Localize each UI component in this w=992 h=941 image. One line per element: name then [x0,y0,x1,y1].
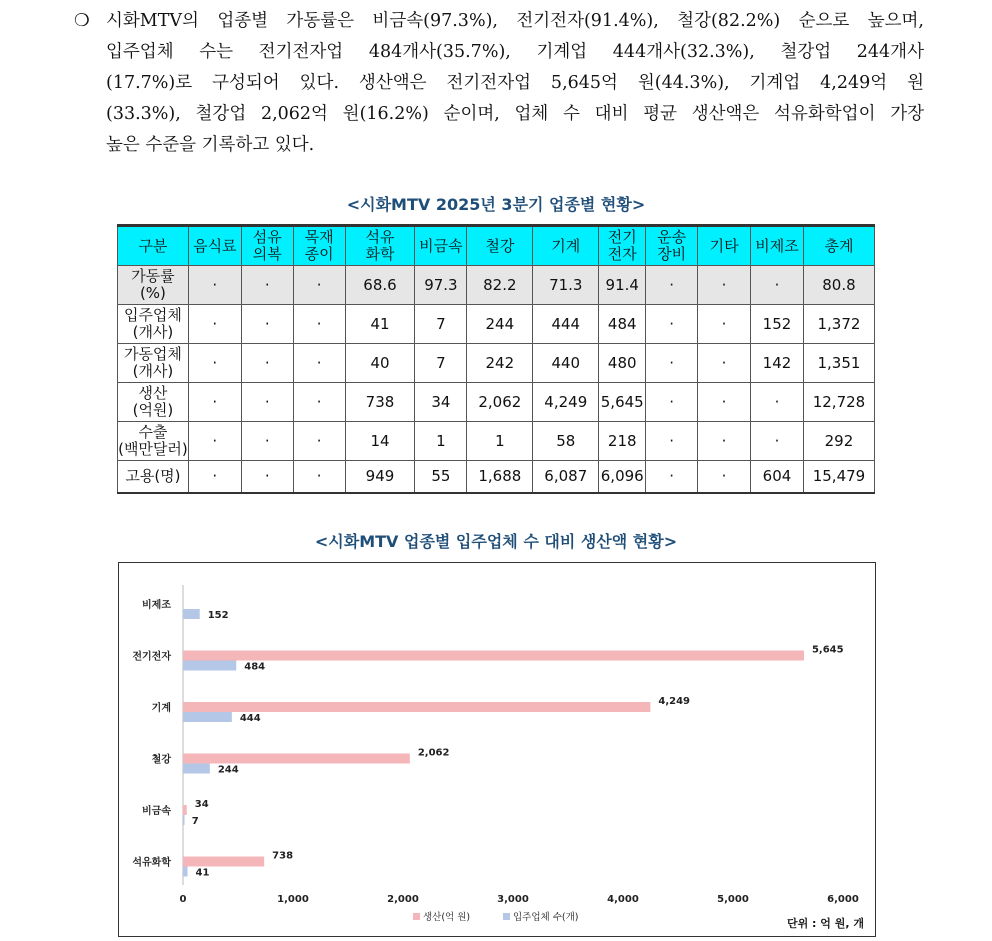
table-cell: · [241,266,293,305]
table-cell: 6,087 [533,461,599,493]
table-cell: 91.4 [599,266,646,305]
column-header: 음식료 [188,226,241,266]
table-row [118,266,875,305]
x-tick-label: 0 [179,894,187,905]
table-cell: · [293,344,345,383]
column-header: 석유 화학 [345,226,415,266]
x-tick-label: 1,000 [277,894,309,905]
table-row [118,461,875,493]
table-cell: · [188,344,241,383]
table-cell: · [698,422,751,461]
x-tick-label: 3,000 [497,894,529,905]
table-cell: · [241,305,293,344]
table-cell: · [646,422,698,461]
column-header: 기계 [533,226,599,266]
bar-production [183,651,804,661]
table-cell: 41 [345,305,415,344]
table-cell: · [751,266,804,305]
table-cell: 142 [751,344,804,383]
x-tick-label: 4,000 [607,894,639,905]
bar-production [183,805,187,815]
industry-status-table [117,224,875,494]
data-label: 7 [191,816,199,827]
category-label: 전기전자 [132,651,171,663]
row-header: 고용(명) [118,461,189,493]
column-header: 비금속 [415,226,467,266]
column-header: 전기 전자 [599,226,646,266]
table-cell: 7 [415,305,467,344]
bar-companies [183,712,232,722]
category-label: 비금속 [142,806,171,817]
table-cell: · [698,266,751,305]
data-label: 152 [207,610,229,621]
x-tick-label: 6,000 [827,894,859,905]
paragraph-line: 높은 수준을 기록하고 있다. [106,135,315,155]
table-cell: · [188,383,241,422]
bar-chart [118,562,876,937]
column-header: 기타 [698,226,751,266]
table-row [118,305,875,344]
table-cell: 82.2 [467,266,533,305]
chart-caption: <시화MTV 업종별 입주업체 수 대비 생산액 현황> [314,532,678,551]
table-cell: 1 [467,422,533,461]
table-caption: <시화MTV 2025년 3분기 업종별 현황> [346,195,646,214]
table-cell: · [646,344,698,383]
row-header: 가동업체 (개사) [118,344,189,383]
table-cell: 40 [345,344,415,383]
table-cell: 4,249 [533,383,599,422]
category-label: 석유화학 [132,857,171,869]
table-cell: · [241,383,293,422]
table-cell: 480 [599,344,646,383]
table-cell: 15,479 [803,461,874,493]
table-cell: · [241,344,293,383]
table-cell: · [698,344,751,383]
table-cell: · [188,305,241,344]
bar-companies [183,661,236,671]
paragraph-lines [106,6,924,161]
chart-canvas [119,563,875,936]
table-cell: 55 [415,461,467,493]
table-cell: 6,096 [599,461,646,493]
table-cell: 444 [533,305,599,344]
table-cell: 80.8 [803,266,874,305]
row-header: 입주업체 (개사) [118,305,189,344]
data-label: 738 [272,850,294,862]
table-cell: 1,351 [803,344,874,383]
table-cell: · [646,383,698,422]
table-cell: · [646,305,698,344]
table-cell: 5,645 [599,383,646,422]
table-cell: · [241,461,293,493]
column-header: 섬유 의복 [241,226,293,266]
table-cell: · [293,266,345,305]
bar-companies [183,815,185,825]
table-cell: 440 [533,344,599,383]
legend-label: 입주업체 수(개) [513,912,579,923]
table-cell: 152 [751,305,804,344]
table-cell: · [698,383,751,422]
paragraph-line: 입주업체 수는 전기전자업 484개사(35.7%), 기계업 444개사(32.3%), 철강업 244개사 [106,42,924,62]
paragraph-line: (17.7%)로 구성되어 있다. 생산액은 전기전자업 5,645억 원(44.3%), 기계업 4,249억 원 [106,73,924,93]
bullet-circle-icon: ❍ [74,11,90,31]
table-cell: 7 [415,344,467,383]
table-cell: · [293,383,345,422]
table-cell: 71.3 [533,266,599,305]
bar-companies [183,764,210,774]
table-cell: · [751,422,804,461]
table-cell: 12,728 [803,383,874,422]
column-header: 운송 장비 [646,226,698,266]
table-cell: 14 [345,422,415,461]
table-row [118,383,875,422]
table-cell: · [293,422,345,461]
table-row [118,344,875,383]
column-header: 목재 종이 [293,226,345,266]
table-cell: 218 [599,422,646,461]
row-header: 가동률 (%) [118,266,189,305]
table-cell: 244 [467,305,533,344]
table-cell: 292 [803,422,874,461]
table-cell: · [293,305,345,344]
legend-swatch [503,913,510,920]
bar-companies [183,609,200,619]
row-header: 생산 (억원) [118,383,189,422]
table-cell: 242 [467,344,533,383]
table-cell: · [188,422,241,461]
paragraph-line: (33.3%), 철강업 2,062억 원(16.2%) 순이며, 업체 수 대비 평균 생산액은 석유화학업이 가장 [106,104,924,124]
data-label: 4,249 [658,696,691,707]
table-cell: 738 [345,383,415,422]
table-header-row [118,226,875,266]
summary-paragraph [74,6,924,161]
row-header: 수출 (백만달러) [118,422,189,461]
table-cell: · [646,266,698,305]
table-cell: · [293,461,345,493]
table-cell: 97.3 [415,266,467,305]
column-header: 비제조 [751,226,804,266]
table-cell: 1 [415,422,467,461]
data-label: 2,062 [417,747,450,759]
table-cell: 604 [751,461,804,493]
bar-production [183,702,650,712]
table-cell: · [646,461,698,493]
table-cell: · [698,461,751,493]
legend-swatch [413,913,420,920]
paragraph-line: 시화MTV의 업종별 가동률은 비금속(97.3%), 전기전자(91.4%), 철강(82.2%) 순으로 높으며, [106,11,924,31]
column-header: 철강 [467,226,533,266]
data-label: 244 [217,764,239,776]
table-cell: · [188,461,241,493]
column-header: 구분 [118,226,189,266]
category-label: 기계 [151,703,171,714]
legend-label: 생산(억 원) [423,912,471,923]
x-tick-label: 5,000 [717,894,749,905]
table-row [118,422,875,461]
table-cell: 1,372 [803,305,874,344]
table-cell: · [188,266,241,305]
data-label: 484 [244,661,266,673]
table-cell: · [751,383,804,422]
table-cell: · [698,305,751,344]
table-cell: 2,062 [467,383,533,422]
bar-production [183,754,410,764]
table-cell: 1,688 [467,461,533,493]
unit-note: 단위 : 억 원, 개 [786,917,864,930]
data-label: 444 [239,713,261,724]
category-label: 철강 [151,754,171,766]
data-label: 34 [194,799,209,810]
table-cell: 34 [415,383,467,422]
x-tick-label: 2,000 [387,894,419,905]
category-label: 비제조 [142,600,171,611]
bar-companies [183,867,188,877]
table-cell: 949 [345,461,415,493]
table-cell: 68.6 [345,266,415,305]
data-label: 5,645 [811,644,844,656]
table-cell: · [241,422,293,461]
data-label: 41 [195,867,210,879]
table-cell: 58 [533,422,599,461]
bar-production [183,857,264,867]
column-header: 총계 [803,226,874,266]
table-cell: 484 [599,305,646,344]
